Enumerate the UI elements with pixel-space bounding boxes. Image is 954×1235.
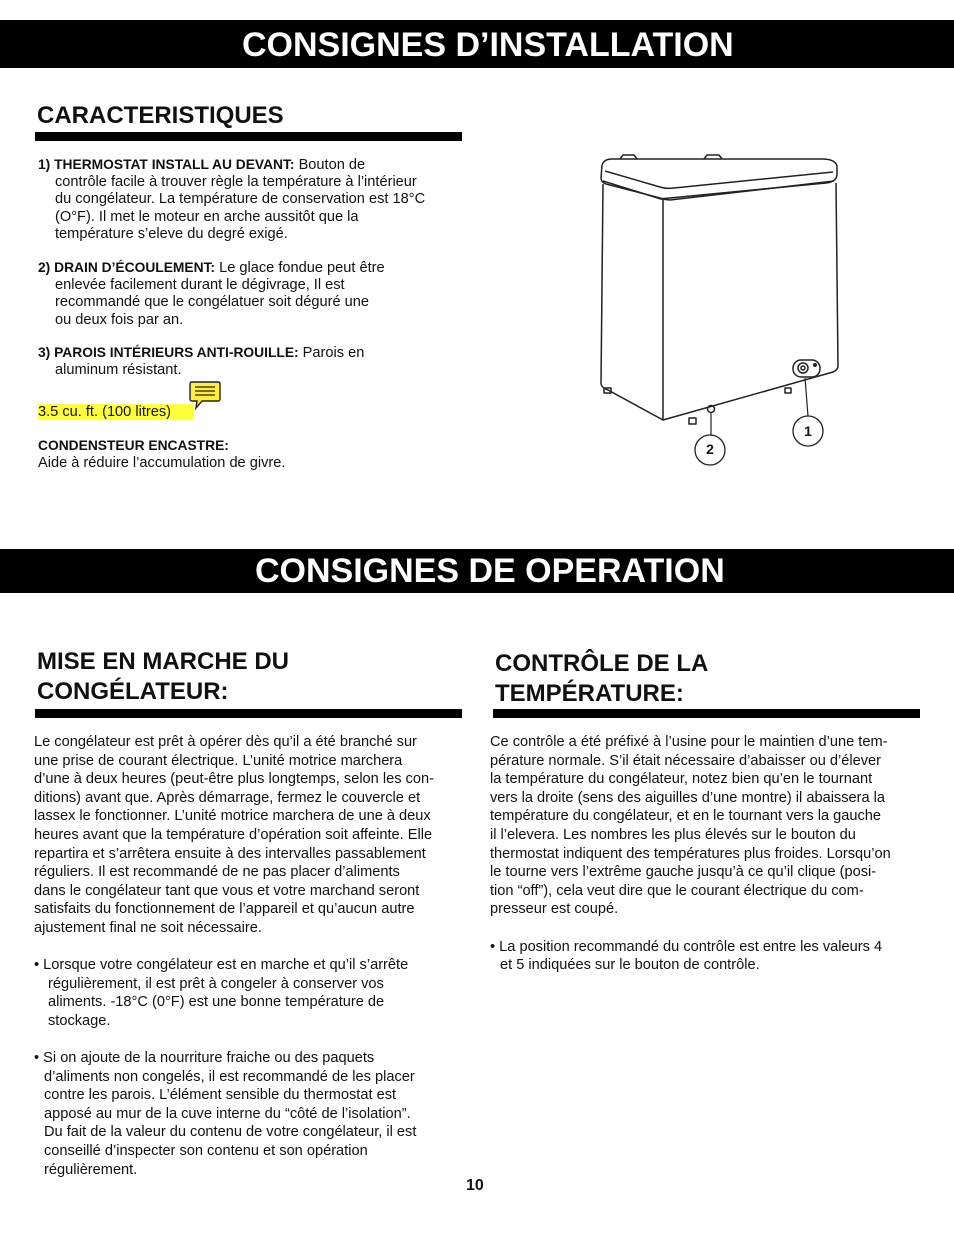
feature-text: Bouton de	[294, 157, 366, 173]
feature-line: enlevée facilement durant le dégivrage, Il est	[55, 277, 345, 294]
text-line: ditions) avant que. Après démarrage, fermez le couvercle et	[34, 789, 421, 806]
bullet-line: • Lorsque votre congélateur est en marche et qu’il s’arrête	[34, 957, 409, 974]
callout-2-label: 2	[706, 441, 714, 457]
callout-1-label: 1	[804, 423, 812, 439]
bullet-line: contre les parois. L’élément sensible du thermostat est	[44, 1087, 397, 1104]
feature-label: 3) PAROIS INTÉRIEURS ANTI-ROUILLE:	[38, 345, 299, 360]
caracteristiques-rule	[35, 132, 462, 141]
mise-en-marche-rule	[35, 709, 462, 718]
bullet-line: • Si on ajoute de la nourriture fraiche ou des paquets	[34, 1050, 375, 1067]
caracteristiques-heading: CARACTERISTIQUES	[37, 102, 284, 129]
feature-condenseur	[38, 437, 468, 472]
feature-parois	[38, 344, 468, 379]
heading-line: CONGÉLATEUR:	[37, 678, 229, 705]
feature-line: contrôle facile à trouver règle la température à l’intérieur	[55, 174, 417, 191]
text-line: thermostat indiquent des températures plus froides. Lorsqu’on	[490, 845, 891, 862]
controle-body	[490, 733, 940, 975]
bullet-line: conseillé d’inspecter son contenu et son opération	[44, 1143, 368, 1160]
feature-drain	[38, 259, 468, 329]
bullet-line: régulièrement.	[44, 1161, 138, 1178]
capacity-highlight: 3.5 cu. ft. (100 litres)	[38, 404, 193, 420]
page-number: 10	[466, 1177, 484, 1194]
controle-rule	[493, 709, 920, 718]
text-line: il l’elevera. Les nombres les plus élevés sur le bouton du	[490, 826, 856, 843]
feature-line: du congélateur. La température de conservation est 18°C	[55, 191, 426, 208]
text-line: presseur est coupé.	[490, 901, 619, 918]
text-line: ajustement final ne soit nécessaire.	[34, 919, 262, 936]
text-line: température du congélateur, et en le tournant vers la gauche	[490, 808, 882, 825]
bullet-line: • La position recommandé du contrôle est entre les valeurs 4	[490, 938, 883, 955]
feature-thermostat	[38, 156, 468, 243]
text-line: la température du congélateur, notez bien qu’en le tournant	[490, 771, 873, 788]
feature-text: Aide à réduire l’accumulation de givre.	[38, 455, 286, 472]
heading-line: TEMPÉRATURE:	[495, 680, 684, 707]
mise-en-marche-heading	[37, 647, 289, 707]
chest-freezer-illustration	[590, 148, 850, 470]
bullet-line: d’aliments non congelés, il est recommandé de les placer	[44, 1068, 415, 1085]
feature-label: 1) THERMOSTAT INSTALL AU DEVANT:	[38, 157, 295, 172]
installation-banner: CONSIGNES D’INSTALLATION	[0, 20, 954, 68]
bullet-line: stockage.	[48, 1012, 111, 1029]
feature-text: Parois en	[298, 345, 365, 361]
text-line: d’une à deux heures (peut-être plus longtemps, selon les con-	[34, 771, 434, 788]
feature-label: 2) DRAIN D’ÉCOULEMENT:	[38, 260, 216, 275]
text-line: Le congélateur est prêt à opérer dès qu’il a été branché sur	[34, 734, 417, 750]
feature-line: (O°F). Il met le moteur en arche aussitôt que la	[55, 208, 359, 225]
text-line: réguliers. Il est recommandé de ne pas placer d’aliments	[34, 864, 400, 881]
text-line: Ce contrôle a été préfixé à l’usine pour le maintien d’une tem-	[490, 734, 888, 750]
feature-text: Le glace fondue peut être	[215, 260, 385, 276]
feature-line: recommandé que le congélatuer soit déguré une	[55, 294, 369, 311]
bullet-line: régulièrement, il est prêt à congeler à conserver vos	[48, 975, 384, 992]
capacity-line	[38, 404, 468, 421]
text-line: le tourne vers l’extrême gauche jusqu’à ce qu’il clique (posi-	[490, 864, 877, 881]
feature-line: aluminum résistant.	[55, 362, 182, 379]
bullet-line: et 5 indiquées sur le bouton de contrôle.	[500, 957, 760, 974]
mise-en-marche-body	[34, 733, 474, 1179]
bullet-line: aliments. -18°C (0°F) est une bonne température de	[48, 994, 385, 1011]
text-line: une prise de courant électrique. L’unité motrice marchera	[34, 752, 403, 769]
text-line: dans le congélateur tant que vous et votre marchand seront	[34, 882, 420, 899]
text-line: vers la droite (sens des aiguilles d’une montre) il abaissera la	[490, 789, 886, 806]
bullet-line: Du fait de la valeur du contenu de votre congélateur, il est	[44, 1124, 417, 1141]
text-line: pérature normale. S’il était nécessaire d’abaisser ou d’élever	[490, 752, 881, 769]
feature-line: ou deux fois par an.	[55, 311, 184, 328]
text-line: satisfaits du fonctionnement de l’appareil et qu’aucun autre	[34, 901, 415, 918]
text-line: repartira et s’arrêtera ensuite à des intervalles passablement	[34, 845, 426, 862]
feature-line: température s’eleve du degré exigé.	[55, 225, 288, 242]
operation-banner: CONSIGNES DE OPERATION	[0, 549, 954, 593]
text-line: tion “off”), cela veut dire que le courant électrique du com-	[490, 882, 864, 899]
text-line: heures avant que la température d’opération soit affeinte. Elle	[34, 826, 433, 843]
heading-line: MISE EN MARCHE DU	[37, 648, 290, 675]
bullet-line: apposé au mur de la cuve interne du “côté de l’isolation”.	[44, 1105, 411, 1122]
feature-label: CONDENSTEUR ENCASTRE:	[38, 438, 229, 453]
controle-heading	[495, 649, 708, 709]
text-line: lassex le fonctionner. L’unité motrice marchera de une à deux	[34, 808, 431, 825]
heading-line: CONTRÔLE DE LA	[495, 650, 709, 677]
